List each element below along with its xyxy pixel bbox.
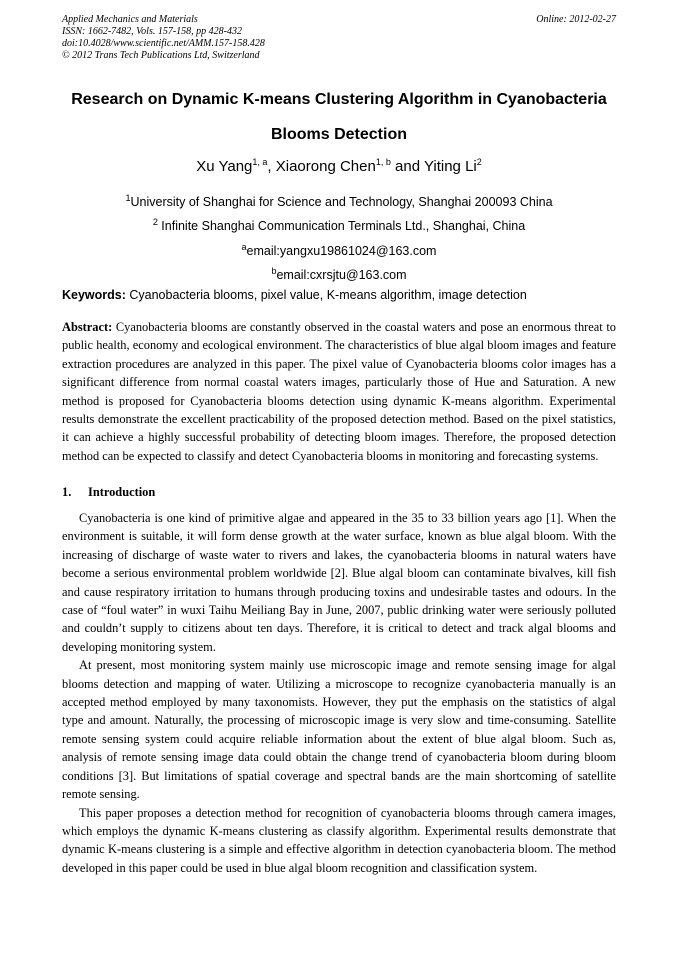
paragraph: This paper proposes a detection method for recognition of cyanobacteria blooms through camera images, which employs the dynamic K-means clustering as classify algorithm. Experimental results demonstrate that dynamic K-means clustering is a simple and effective algorithm in detection cyanobacteria bloom. The method developed in this paper could be used in blue algal bloom recognition and classification system. [62,805,616,875]
author-name: Yiting Li [423,158,477,175]
section-title: Introduction [88,485,156,499]
affiliation-text: University of Shanghai for Science and Technology, Shanghai 200093 China [130,195,553,209]
affiliation-marker: 1 [125,192,131,203]
journal-header [62,14,616,62]
email-2 [40,265,638,282]
paragraph: At present, most monitoring system mainly use microscopic image and remote sensing image for algal blooms detection and mapping of water. Utilizing a microscope to recognize cyanobacteria manually is an accepted method employed by many taxonomists. However, they put the emphasis on the statistics of algal type and amount. Naturally, the processing of microscopic image is very slow and time-consuming. Satellite remote sensing system could acquire reliable information about the extent of blue algal bloom. Such as, analysis of remote sensing image data could obtain the change trend of cyanobacteria bloom during bloom conditions [3]. But limitations of spatial coverage and spectral bands are the main shortcoming of satellite remote sensing. [62,658,616,802]
doi-line: doi:10.4028/www.scientific.net/AMM.157-158.428 [62,38,265,49]
keywords-text: Cyanobacteria blooms, pixel value, K-means algorithm, image detection [125,288,527,302]
abstract-label: Abstract: [62,320,113,334]
issn-line: ISSN: 1662-7482, Vols. 157-158, pp 428-432 [62,26,242,37]
section-number: 1. [62,485,72,499]
keywords-label: Keywords: [62,288,126,302]
author-affiliation-marker: 1, b [375,157,391,167]
journal-name: Applied Mechanics and Materials [62,14,198,25]
paper-title-line-1: Research on Dynamic K-means Clustering Algorithm in Cyanobacteria [71,91,607,108]
abstract [62,318,616,465]
paragraph: Cyanobacteria is one kind of primitive algae and appeared in the 35 to 33 billion years ago [1]. When the environment is suitable, it will form dense growth at the water surface, known as blue algal bloom. With the increasing of discharge of waste water to rivers and lakes, the cyanobacteria blooms in natural waters have become a serious environmental problem worldwide [2]. Blue algal bloom can contaminate bivalves, kill fish and cause respiratory irritation to humans through producing toxins and undesirable tastes and odours. In the case of “foul water” in wuxi Taihu Meiliang Bay in June, 2007, public drinking water were seriously polluted and couldn’t supply to citizens about ten days. Therefore, it is critical to detect and track algal blooms and developing monitoring system. [62,511,616,654]
introduction-body [62,509,616,877]
email-marker: a [241,241,247,252]
affiliation-1 [40,192,638,209]
author-separator: , [267,158,276,175]
online-date: Online: 2012-02-27 [536,14,616,25]
author-list [40,158,638,175]
section-heading-introduction [62,485,155,500]
email-text: email:yangxu19861024@163.com [246,244,437,258]
author-name: Xiaorong Chen [275,158,376,175]
paper-title-line-2: Blooms Detection [270,126,407,143]
affiliation-marker: 2 [152,216,158,227]
email-marker: b [271,265,277,276]
copyright-line: © 2012 Trans Tech Publications Ltd, Switzerland [62,50,260,61]
affiliation-text: Infinite Shanghai Communication Terminals Ltd., Shanghai, China [157,219,526,233]
email-1 [40,241,638,258]
author-separator: and [390,158,424,175]
author-name: Xu Yang [196,158,253,175]
keywords [62,288,616,302]
abstract-text: Cyanobacteria blooms are constantly observed in the coastal waters and pose an enormous threat to public health, economy and ecological environment. The characteristics of blue algal bloom images and feature extraction procedures are analyzed in this paper. The pixel value of Cyanobacteria blooms color images has a significant difference from normal coastal waters images, particularly those of Hue and Saturation. A new method is proposed for Cyanobacteria blooms detection using dynamic K-means algorithm. Experimental results demonstrate the excellent practicability of the proposed detection method. Based on the pixel statistics, it can achieve a highly successful probability of detecting bloom images. Therefore, the proposed detection method can be expected to classify and detect Cyanobacteria blooms in monitoring and forecasting systems. [62,320,616,463]
affiliation-2 [40,216,638,233]
author-affiliation-marker: 2 [476,157,482,167]
email-text: email:cxrsjtu@163.com [276,268,407,282]
author-affiliation-marker: 1, a [252,157,268,167]
